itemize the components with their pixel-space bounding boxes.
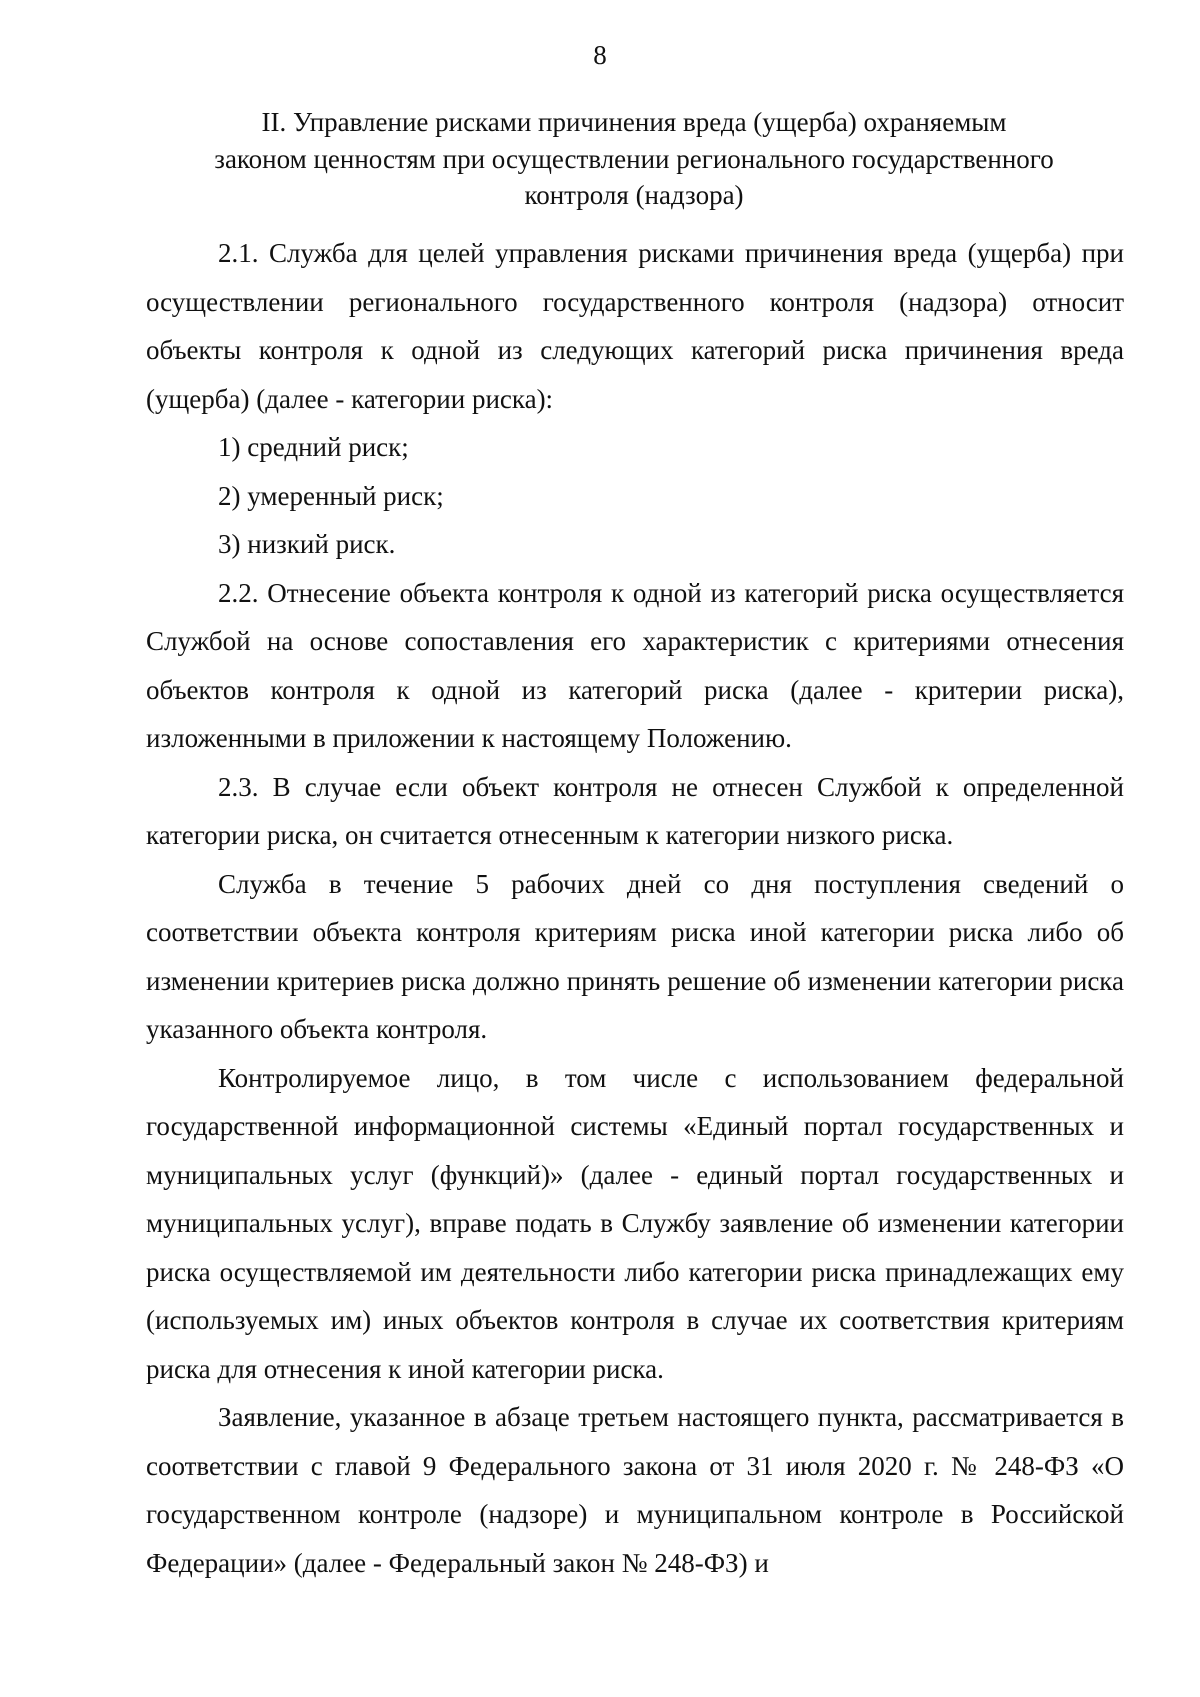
paragraph-2-2: 2.2. Отнесение объекта контроля к одной из категорий риска осуществляется Службой на основе сопоставления его характеристик с критериями отнесения объектов контроля к одной из категорий риска (далее - критерии риска), изложенными в приложении к настоящему Положению. (146, 577, 1124, 753)
section-heading (160, 104, 1108, 214)
paragraph: Контролируемое лицо, в том числе с использованием федеральной государственной информационной системы «Единый портал государственных и муниципальных услуг (функций)» (далее - единый портал государственных и муниципальных услуг), вправе подать в Службу заявление об изменении категории риска осуществляемой им деятельности либо категории риска принадлежащих ему (используемых им) иных объектов контроля в случае их соответствия критериям риска для отнесения к иной категории риска. (146, 1062, 1124, 1384)
heading-line: контроля (надзора) (524, 180, 744, 210)
risk-category-item: 2) умеренный риск; (218, 480, 444, 511)
paragraph: Заявление, указанное в абзаце третьем настоящего пункта, рассматривается в соответствии с главой 9 Федерального закона от 31 июля 2020 г. № 248-ФЗ «О государственном контроле (надзоре) и муниципальном контроле в Российской Федерации» (далее - Федеральный закон № 248-ФЗ) и (146, 1402, 1124, 1578)
document-body (146, 229, 1124, 1587)
paragraph-2-3: 2.3. В случае если объект контроля не отнесен Службой к определенной категории риска, он считается отнесенным к категории низкого риска. (146, 771, 1124, 850)
page-number: 8 (593, 40, 607, 70)
paragraph-2-1: 2.1. Служба для целей управления рисками причинения вреда (ущерба) при осуществлении регионального государственного контроля (надзора) относит объекты контроля к одной из следующих категорий риска причинения вреда (ущерба) (далее - категории риска): (146, 238, 1124, 414)
paragraph: Служба в течение 5 рабочих дней со дня поступления сведений о соответствии объекта контроля критериям риска иной категории риска либо об изменении критериев риска должно принять решение об изменении категории риска указанного объекта контроля. (146, 868, 1124, 1044)
heading-line: II. Управление рисками причинения вреда (ущерба) охраняемым (261, 107, 1007, 137)
heading-line: законом ценностям при осуществлении регионального государственного (214, 143, 1054, 174)
risk-category-item: 3) низкий риск. (218, 529, 396, 559)
risk-category-item: 1) средний риск; (218, 432, 409, 462)
